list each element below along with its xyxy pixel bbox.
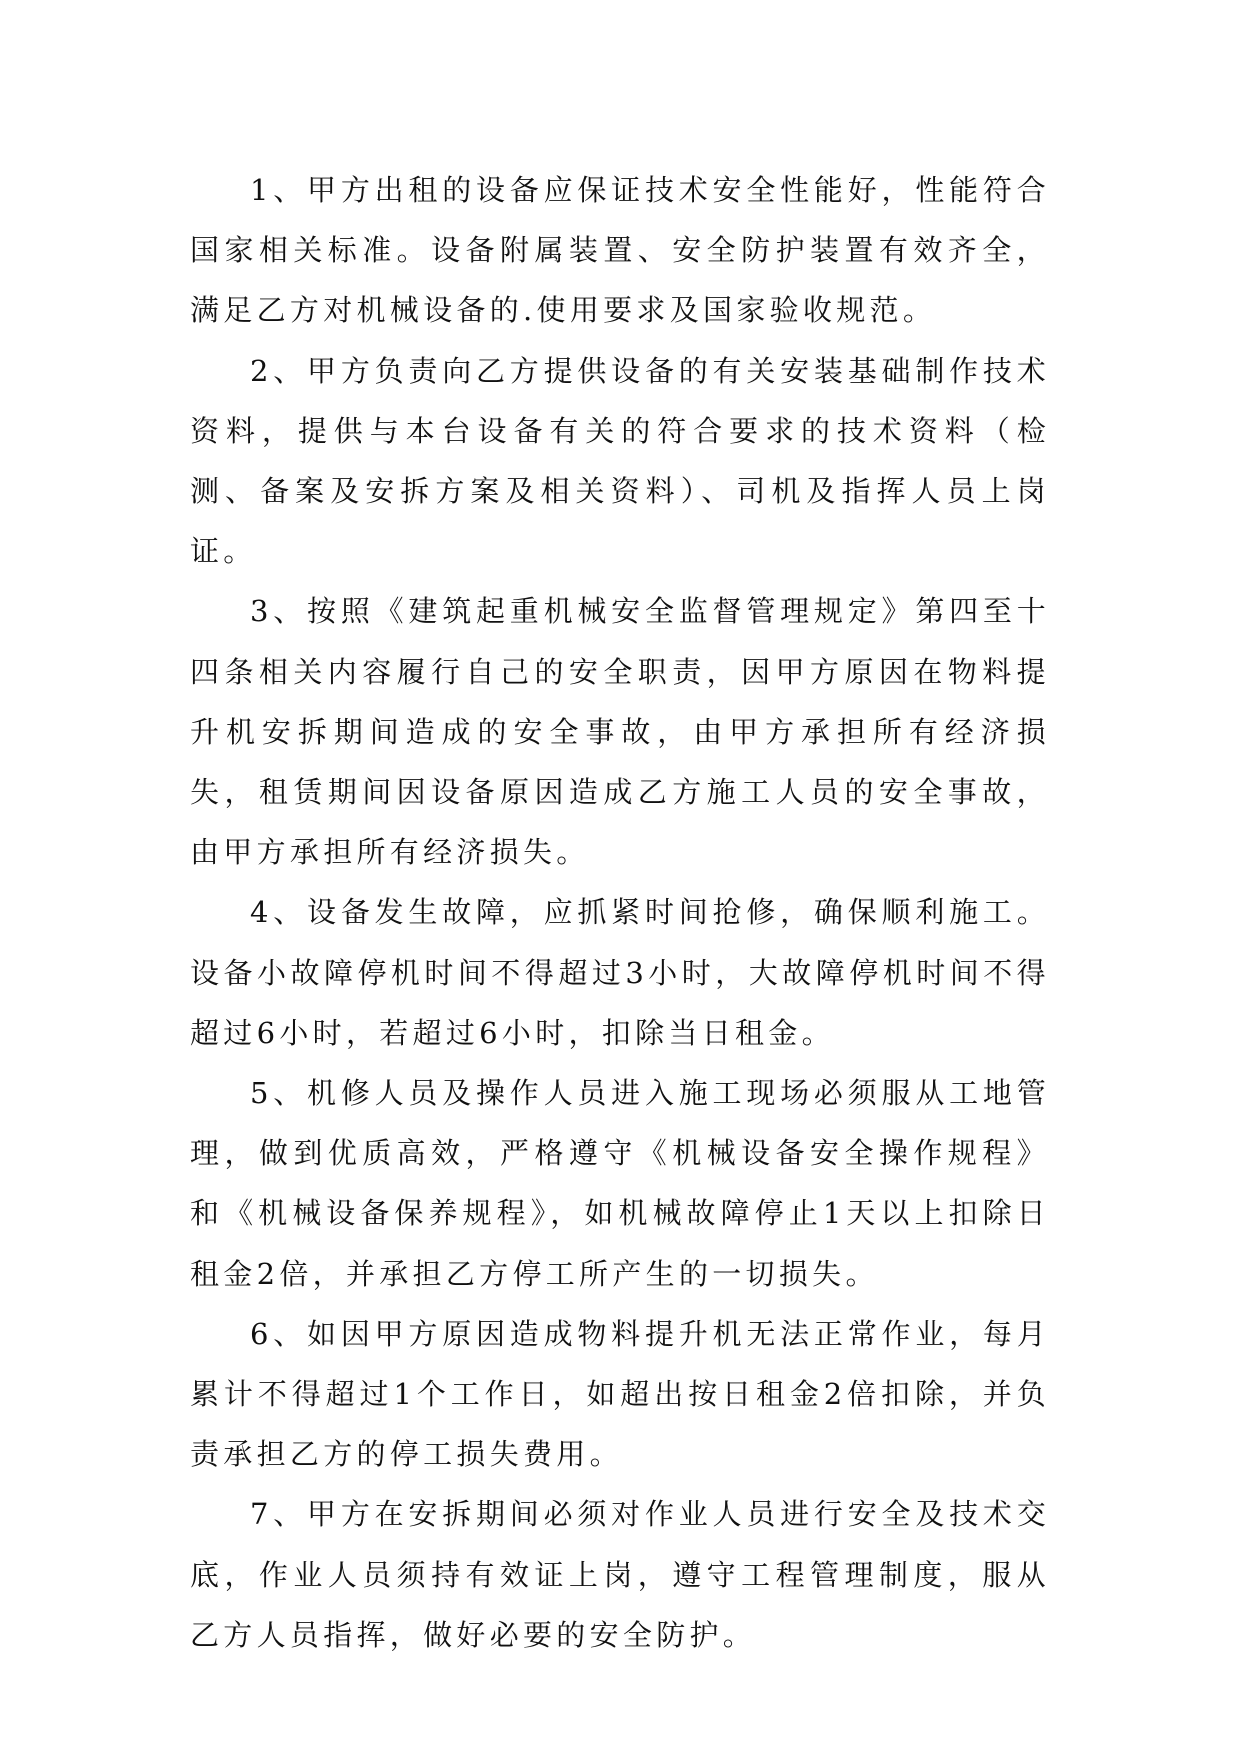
clause-4: 4、设备发生故障，应抓紧时间抢修，确保顺利施工。设备小故障停机时间不得超过3小时，大故障停机时间不得超过6小时，若超过6小时，扣除当日租金。 [190,895,1050,1050]
clause-2: 2、甲方负责向乙方提供设备的有关安装基础制作技术资料，提供与本台设备有关的符合要求的技术资料（检测、备案及安拆方案及相关资料）、司机及指挥人员上岗证。 [190,353,1050,569]
clause-7: 7、甲方在安拆期间必须对作业人员进行安全及技术交底，作业人员须持有效证上岗，遵守工程管理制度，服从乙方人员指挥，做好必要的安全防护。 [190,1497,1050,1652]
clause-6: 6、如因甲方原因造成物料提升机无法正常作业，每月累计不得超过1个工作日，如超出按日租金2倍扣除，并负责承担乙方的停工损失费用。 [190,1316,1050,1472]
document-body [190,160,1050,1665]
clause-3: 3、按照《建筑起重机械安全监督管理规定》第四至十四条相关内容履行自己的安全职责，因甲方原因在物料提升机安拆期间造成的安全事故，由甲方承担所有经济损失，租赁期间因设备原因造成乙方施工人员的安全事故，由甲方承担所有经济损失。 [190,594,1050,870]
clause-1: 1、甲方出租的设备应保证技术安全性能好，性能符合国家相关标准。设备附属装置、安全防护装置有效齐全，满足乙方对机械设备的.使用要求及国家验收规范。 [190,173,1050,328]
clause-5: 5、机修人员及操作人员进入施工现场必须服从工地管理，做到优质高效，严格遵守《机械设备安全操作规程》和《机械设备保养规程》，如机械故障停止1天以上扣除日租金2倍，并承担乙方停工所产生的一切损失。 [190,1076,1050,1291]
